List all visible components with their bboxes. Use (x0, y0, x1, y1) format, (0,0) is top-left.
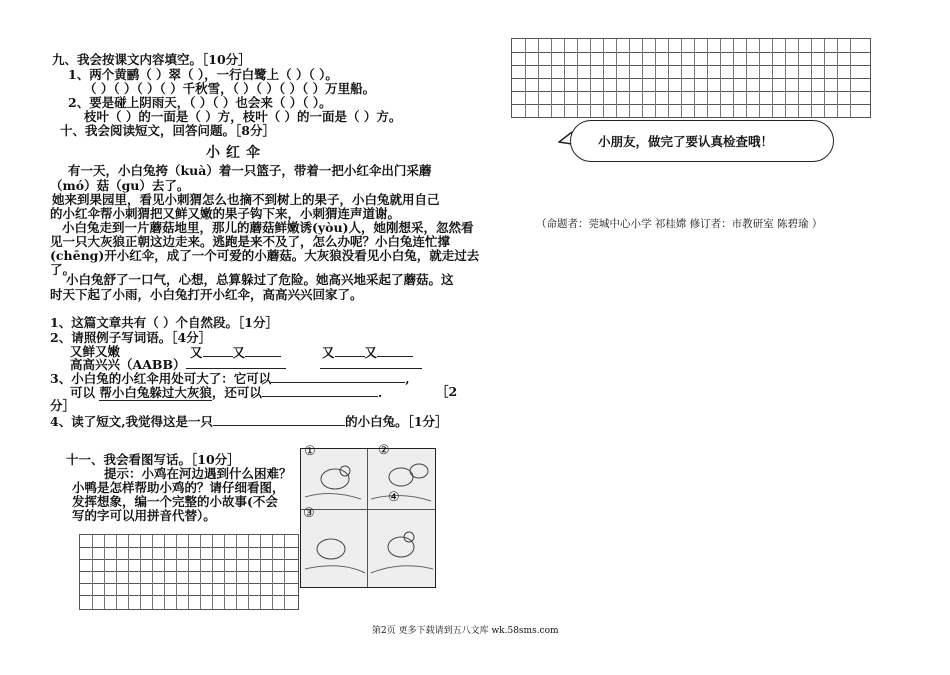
grid-col-line (176, 535, 177, 609)
grid-row-line (512, 65, 870, 66)
grid-row-line (512, 52, 870, 53)
grid-row-line (512, 78, 870, 79)
grid-col-line (811, 39, 812, 117)
grid-col-line (785, 39, 786, 117)
q3-answer-line-1[interactable] (271, 370, 405, 383)
q3-prompt: 3、小白兔的小红伞用处可大了：它可以 (50, 371, 272, 386)
story-p3b: 见一只大灰狼正朝这边走来。逃跑是来不及了，怎么办呢？小白兔连忙撑 (50, 234, 451, 249)
section9-line1: 1、两个黄鹂（ ）翠（ ），一行白鹭上（ ）（ ）。 (68, 67, 338, 82)
section11-heading: 十一、我会看图写话。［10分］ (66, 452, 240, 467)
grid-row-line (80, 559, 298, 560)
q2-you-label: 又 (232, 345, 246, 360)
grid-row-line (80, 571, 298, 572)
grid-col-line (212, 535, 213, 609)
q2-underline (377, 344, 413, 357)
story-p2b: 的小红伞帮小刺猬把又鲜又嫩的果子钩下来，小刺猬连声道谢。 (50, 206, 401, 221)
grid-row-line (80, 547, 298, 548)
question-1: 1、这篇文章共有（ ）个自然段。［1分］ (50, 315, 278, 330)
grid-col-line (284, 535, 285, 609)
story-p3d: 了。 (50, 262, 76, 277)
grid-col-line (759, 39, 760, 117)
q3-score: ［2 (436, 384, 458, 399)
q2-blank-1[interactable] (190, 344, 281, 360)
grid-col-line (260, 535, 261, 609)
grid-col-line (525, 39, 526, 117)
grid-col-line (798, 39, 799, 117)
story-p2a: 她来到果园里，看见小刺猬怎么也摘不到树上的果子，小白兔就用自己 (52, 192, 440, 207)
grid-col-line (824, 39, 825, 117)
credit-line: （命题者：莞城中心小学 祁桂嫦 修订者：市教研室 陈碧瑜 ） (536, 218, 823, 230)
section11-hint-4: 写的字可以用拼音代替）。 (72, 508, 216, 523)
grid-row-line (512, 104, 870, 105)
q2-you-label: 又 (364, 345, 378, 360)
q4-answer-line[interactable] (213, 413, 345, 426)
grid-col-line (577, 39, 578, 117)
grid-col-line (104, 535, 105, 609)
bubble-text: 小朋友，做完了要认真检查哦！ (598, 134, 774, 149)
grid-col-line (720, 39, 721, 117)
question-4 (50, 413, 448, 429)
q3-answer-line-2[interactable] (262, 384, 378, 397)
grid-col-line (707, 39, 708, 117)
grid-col-line (248, 535, 249, 609)
grid-row-line (512, 91, 870, 92)
question-3-line2: 可以 帮小白兔躲过大灰狼，还可以 . (70, 385, 383, 400)
page-footer: 第2页 更多下载请到五八文库 wk.58sms.com (372, 626, 559, 636)
grid-col-line (603, 39, 604, 117)
writing-grid-bottom[interactable] (79, 534, 299, 610)
grid-col-line (837, 39, 838, 117)
grid-row-line (80, 583, 298, 584)
q3-prefix: 可以 (70, 385, 96, 400)
picture-label-1: ① (304, 444, 316, 459)
picture-label-4: ④ (388, 490, 400, 505)
story-p4b: 时天下起了小雨，小白兔打开小红伞，高高兴兴回家了。 (50, 287, 363, 302)
picture-sketch (301, 449, 435, 587)
reminder-bubble (558, 120, 834, 162)
section9-line4: 枝叶（ ）的一面是（ ）方，枝叶（ ）的一面是（ ）方。 (84, 109, 402, 124)
story-p4a: 小白兔舒了一口气，心想，总算躲过了危险。她高兴地采起了蘑菇。这 (66, 272, 454, 287)
grid-col-line (538, 39, 539, 117)
grid-col-line (694, 39, 695, 117)
question-3: 3、小白兔的小红伞用处可大了：它可以 , (50, 371, 410, 386)
story-title: 小红伞 (206, 145, 266, 161)
section11-hint-2: 小鸭是怎样帮助小鸡的？请仔细看图， (72, 480, 285, 495)
grid-col-line (655, 39, 656, 117)
grid-col-line (152, 535, 153, 609)
grid-col-line (642, 39, 643, 117)
grid-col-line (164, 535, 165, 609)
grid-col-line (92, 535, 93, 609)
grid-col-line (188, 535, 189, 609)
picture-label-3: ③ (303, 506, 315, 521)
q2-you-label: 又 (322, 345, 335, 360)
grid-col-line (681, 39, 682, 117)
section9-line2: （ ）（ ）（ ）（ ）千秋雪，（ ）（ ）（ ）（ ）万里船。 (84, 81, 376, 96)
grid-col-line (772, 39, 773, 117)
story-p1b: （mó）菇（gu）去了。 (50, 178, 190, 193)
grid-col-line (746, 39, 747, 117)
grid-col-line (733, 39, 734, 117)
writing-grid-top-right[interactable] (511, 38, 871, 118)
grid-col-line (668, 39, 669, 117)
q2-example-2: 高高兴兴（AABB） (70, 357, 186, 372)
grid-col-line (551, 39, 552, 117)
grid-col-line (272, 535, 273, 609)
picture-label-2: ② (378, 443, 390, 458)
grid-col-line (850, 39, 851, 117)
q2-underline (245, 344, 281, 357)
section10-heading: 十、我会阅读短文，回答问题。［8分］ (60, 123, 275, 138)
section9-heading: 九、我会按课文内容填空。［10分］ (52, 52, 251, 67)
grid-col-line (629, 39, 630, 117)
story-p3c: (chēng)开小红伞，成了一个可爱的小蘑菇。大灰狼没看见小白兔，就走过去 (50, 248, 480, 263)
q2-underline (203, 344, 233, 357)
grid-col-line (564, 39, 565, 117)
grid-col-line (116, 535, 117, 609)
q4-suffix: 的小白兔。［1分］ (345, 414, 448, 429)
q4-prompt: 4、读了短文,我觉得这是一只 (50, 414, 214, 429)
q2-answer-line-3[interactable] (186, 368, 286, 369)
q3-mid: ，还可以 (211, 385, 262, 400)
q2-answer-line-4[interactable] (320, 368, 422, 369)
q2-example-1: 又鲜又嫩 (70, 344, 121, 359)
section11-hint-3: 发挥想象，编一个完整的小故事(不会 (72, 494, 278, 509)
grid-col-line (616, 39, 617, 117)
grid-col-line (590, 39, 591, 117)
section11-hint-1: 提示：小鸡在河边遇到什么困难？ (104, 466, 292, 481)
grid-row-line (80, 595, 298, 596)
grid-col-line (140, 535, 141, 609)
question-2: 2、请照例子写词语。［4分］ (50, 330, 212, 345)
story-p1a: 有一天，小白兔挎（kuà）着一只篮子，带着一把小红伞出门采蘑 (68, 163, 432, 178)
grid-col-line (200, 535, 201, 609)
grid-col-line (236, 535, 237, 609)
q3-score-cont: 分］ (50, 398, 76, 413)
story-picture (300, 448, 436, 588)
q2-you-label: 又 (190, 345, 203, 360)
grid-col-line (224, 535, 225, 609)
q2-blank-2[interactable] (322, 344, 413, 360)
grid-col-line (128, 535, 129, 609)
section9-line3: 2、要是碰上阴雨天，（ ）（ ）也会来（ ）（ ）。 (68, 95, 332, 110)
q3-example-answer: 帮小白兔躲过大灰狼 (99, 385, 212, 400)
story-p3a: 小白兔走到一片蘑菇地里，那儿的蘑菇鲜嫩诱(yòu)人，她刚想采，忽然看 (62, 220, 474, 235)
q2-underline (335, 344, 365, 357)
